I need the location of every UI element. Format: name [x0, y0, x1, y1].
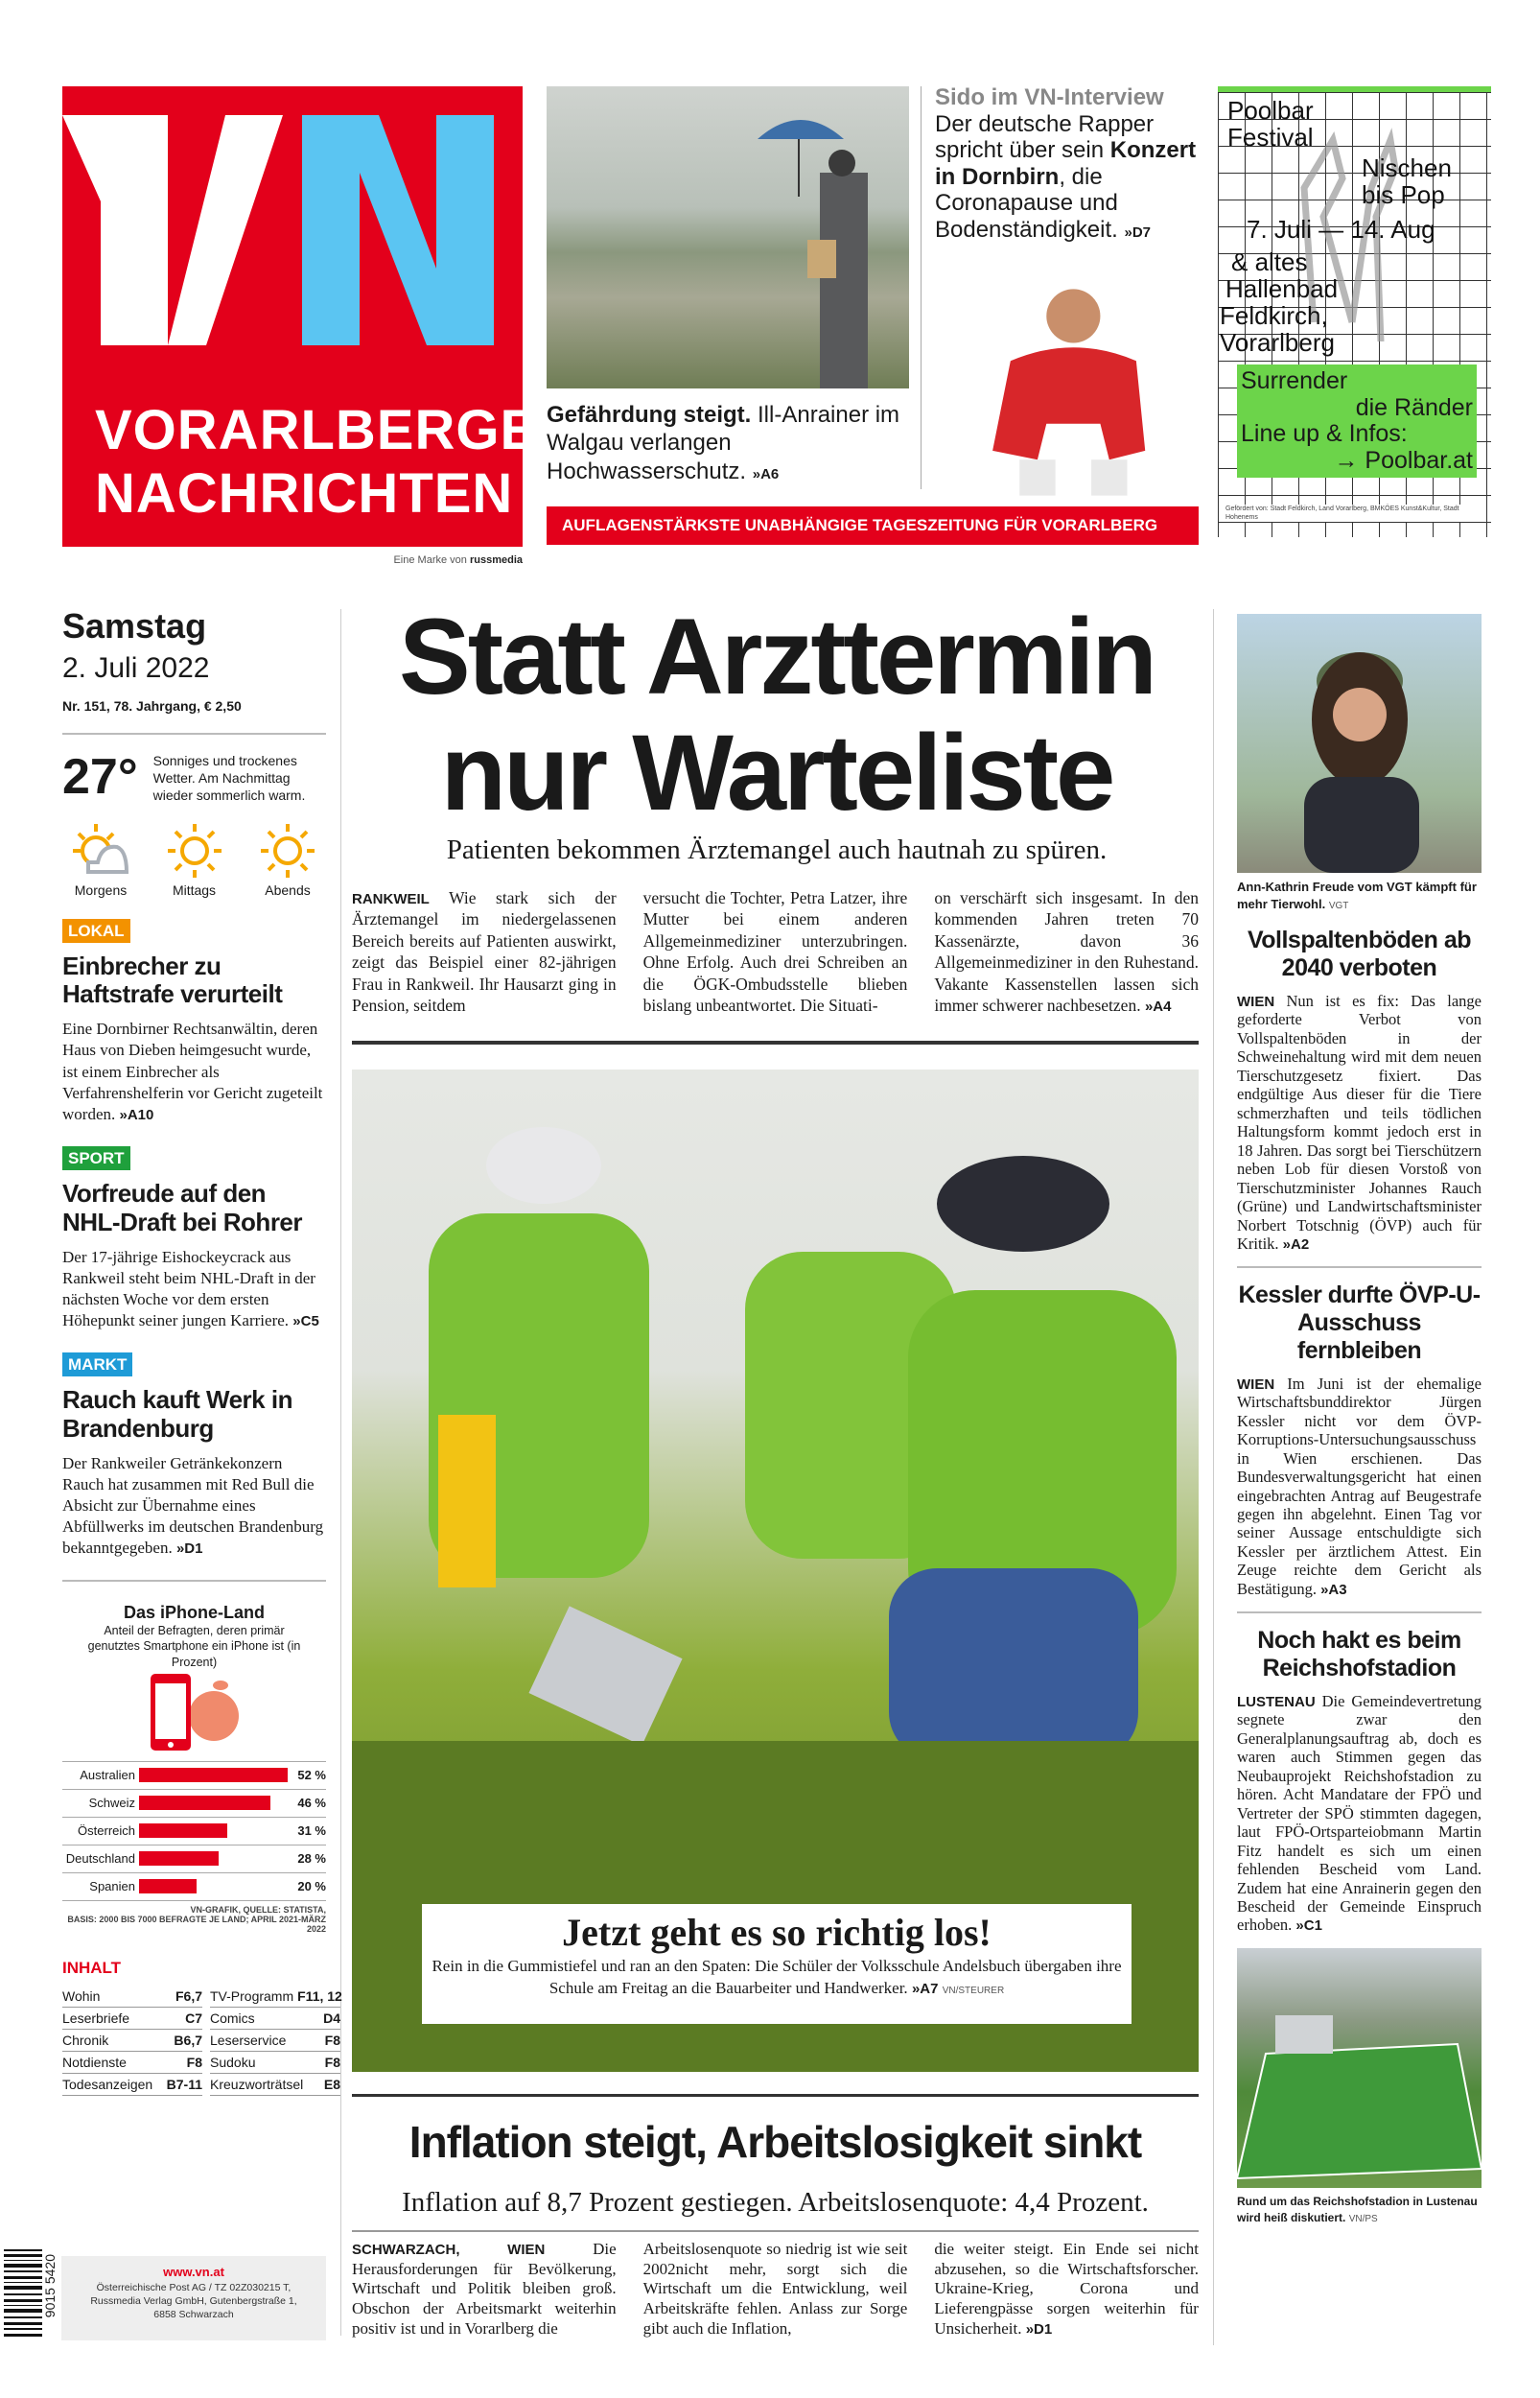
story-dateline: WIEN: [1237, 993, 1275, 1010]
index-page: E8: [323, 2076, 340, 2092]
index-label: Notdienste: [62, 2054, 127, 2070]
inflation-col1: Die Herausforderungen für Bevölkerung, Wirtschaft und Politik bleiben groß. Obschon der Arbeitsmarkt weiterhin positiv ist und in Vorarlberg die: [352, 2240, 617, 2338]
chart-bar: [139, 1879, 197, 1893]
left-column: [62, 606, 342, 2096]
poster-line3: Nischen: [1362, 153, 1452, 182]
teaser-lokal[interactable]: [62, 919, 326, 1146]
index-page: C7: [185, 2010, 202, 2026]
poster-venue3: Feldkirch,: [1220, 301, 1328, 330]
story-headline: Noch hakt es beim Reichshofstadion: [1257, 1627, 1461, 1682]
index-label: Leserservice: [210, 2032, 287, 2048]
sido-bold: Konzert in Dornbirn: [935, 137, 1197, 190]
teaser-markt[interactable]: [62, 1352, 326, 1580]
right-column: [1237, 614, 1482, 2226]
index-item[interactable]: [62, 2008, 202, 2030]
lead-dateline: RANKWEIL: [352, 891, 430, 907]
index-page: D4: [323, 2010, 340, 2026]
stadium-caption: [1237, 2194, 1482, 2226]
lead-col1: Wie stark sich der Ärztemangel im niedergelassenen Bereich bereits auf Patienten auswirkt, zeigt das Beispiel einer 82-jährigen Frau in Rankweil. Ihr Hausarzt ging in Pension, seitdem: [352, 888, 617, 1015]
index-label: Leserbriefe: [62, 2010, 130, 2026]
index-page: F8: [324, 2054, 340, 2070]
column-divider: [1213, 609, 1214, 2345]
period-label: Mittags: [172, 882, 217, 898]
chart-bar-track: [139, 1879, 288, 1893]
chart-value-label: 28 %: [297, 1851, 326, 1867]
story-reichshofstadion[interactable]: [1237, 1613, 1482, 1948]
sido-teaser[interactable]: [935, 84, 1203, 244]
poster-green-box: [1237, 364, 1477, 478]
teaser-text: Eine Dornbirner Rechtsanwältin, deren Haus von Dieben heimgesucht wurde, ist einem Einbrecher als Verfahrenshelferin vor Gericht zugeteilt worden.: [62, 1020, 323, 1123]
period-label: Morgens: [74, 882, 128, 898]
poster-green3: Line up & Infos:: [1241, 420, 1408, 447]
index-label: Kreuzworträtsel: [210, 2076, 304, 2092]
chart-title: Das iPhone-Land: [123, 1603, 265, 1623]
index-label: Todesanzeigen: [62, 2076, 153, 2092]
poster-sponsors: Gefördert von: Stadt Feldkirch, Land Vorarlberg, BMKÖES Kunst&Kultur, Stadt Hohenems: [1225, 505, 1484, 522]
chart-subtitle: Anteil der Befragten, deren primär genutztes Smartphone ein iPhone ist (in Prozent): [87, 1624, 301, 1669]
divider: [352, 2230, 1199, 2232]
index-page: B6,7: [174, 2032, 202, 2048]
issue-info: Nr. 151, 78. Jahrgang, € 2,50: [62, 698, 242, 714]
sun-icon: [254, 822, 321, 880]
chart-row: [62, 1790, 326, 1818]
lead-body: [352, 887, 1199, 1016]
poster-line4: bis Pop: [1362, 180, 1445, 209]
inflation-col2: Arbeitslosenquote so niedrig ist wie seit 2002nicht mehr, sorgt sich die Wirtschaft um die Entwicklung, weil Arbeitskräfte fehlen. Anlass zur Sorge gibt auch die Inflation,: [642, 2240, 908, 2338]
story-headline: Kessler durfte ÖVP-U-Ausschuss fernbleiben: [1238, 1281, 1481, 1364]
photo-credit: VN/STEURER: [942, 1985, 1005, 1996]
inflation-col3: die weiter steigt. Ein Ende sei nicht abzusehen, so die Wirtschaftsforscher. Ukraine-Krieg, Corona und Lieferengpässe sorgen weiterhin für Unsicherheit.: [934, 2240, 1199, 2338]
chart-value-label: 46 %: [297, 1796, 326, 1811]
inflation-ref: »D1: [1025, 2320, 1053, 2338]
index-label: Sudoku: [210, 2054, 256, 2070]
story-text: Nun ist es fix: Das lange geforderte Verbot von Vollspaltenböden in der Schweinehaltung wird mit dem neuen Tierschutzgesetz fixiert. Das endgültige Aus dieser für die Tiere schmerzhaften und teils tödlichen Haltungsform kommt jedoch erst in 18 Jahren. Das sorgt bei Tierschützern neben Lob für diesen Vorstoß von Tierschutzminister Johannes Rauch (Grüne) und Landwirtschaftsminister Norbert Totschnig (ÖVP) auch für Kritik.: [1237, 991, 1482, 1253]
index-label: Chronik: [62, 2032, 109, 2048]
story-ref: »A3: [1320, 1581, 1347, 1598]
chart-row: [62, 1846, 326, 1873]
sun-icon: [161, 822, 228, 880]
imprint-line: Russmedia Verlag GmbH, Gutenbergstraße 1,: [90, 2294, 297, 2307]
teaser-text: Der Rankweiler Getränkekonzern Rauch hat zusammen mit Red Bull die Absicht zur Übernahme eines Abfüllwerks im deutschen Brandenburg bekanntgegeben.: [62, 1453, 324, 1558]
chart-category: Spanien: [89, 1879, 135, 1894]
chart-row: [62, 1818, 326, 1846]
teaser-headline: Einbrecher zu Haftstrafe verurteilt: [62, 951, 283, 1009]
divider: [921, 86, 922, 489]
brand-prefix: Eine Marke von: [393, 554, 467, 566]
iphone-apple-icon: [62, 1670, 326, 1756]
story-kessler[interactable]: [1237, 1268, 1482, 1613]
index-item[interactable]: [210, 1986, 340, 2008]
inflation-subtitle: Inflation auf 8,7 Prozent gestiegen. Arbeitslosenquote: 4,4 Prozent.: [402, 2187, 1149, 2218]
chart-category: Schweiz: [88, 1796, 135, 1811]
website-link[interactable]: www.vn.at: [163, 2265, 224, 2279]
poster-green4: → Poolbar.at: [1334, 446, 1473, 474]
index-item[interactable]: [62, 2030, 202, 2052]
sido-kicker: Sido im VN-Interview: [935, 84, 1164, 110]
teaser-headline: Vorfreude auf den NHL-Draft bei Rohrer: [62, 1178, 303, 1236]
imprint: [61, 2256, 326, 2340]
poster-green1: Surrender: [1241, 367, 1348, 394]
weekday: Samstag: [62, 606, 207, 646]
chart-bar-track: [139, 1768, 288, 1782]
masthead-name-line1: VORARLBERGER: [95, 399, 580, 461]
brand-note: [340, 554, 523, 566]
flood-ref: »A6: [752, 465, 780, 482]
divider: [352, 2094, 1199, 2097]
vgt-photo[interactable]: [1237, 614, 1482, 873]
lead-headline[interactable]: [355, 597, 1199, 833]
chart-bar: [139, 1823, 227, 1838]
flood-teaser[interactable]: [547, 401, 909, 485]
lead-headline-line2: nur Warteliste: [440, 712, 1113, 833]
column-divider: [340, 609, 341, 2336]
chart-bar: [139, 1796, 270, 1810]
lead-headline-line1: Statt Arzttermin: [399, 597, 1155, 717]
story-ref: »C1: [1295, 1917, 1322, 1935]
index-title: INHALT: [62, 1958, 122, 1977]
index: [62, 1959, 340, 2096]
umbrella-woman-icon: [547, 86, 909, 388]
stadium-caption-text: Rund um das Reichshofstadion in Lustenau wird heiß diskutiert.: [1237, 2194, 1478, 2224]
poster-venue2: Hallenbad: [1225, 274, 1339, 303]
chart-value-label: 31 %: [297, 1823, 326, 1839]
sido-text1: Der deutsche Rapper spricht über sein: [935, 110, 1155, 164]
chart-bar: [139, 1851, 219, 1866]
woman-portrait: [1237, 614, 1482, 873]
section-tag: MARKT: [62, 1352, 132, 1376]
photo-headline: Jetzt geht es so richtig los!: [562, 1911, 992, 1954]
poster-green2: die Ränder: [1355, 393, 1473, 421]
teaser-sport[interactable]: [62, 1146, 326, 1352]
teaser-ref: »C5: [292, 1312, 319, 1329]
chart-bar-track: [139, 1851, 288, 1866]
weather-text: Sonniges und trockenes Wetter. Am Nachmittag wieder sommerlich warm.: [152, 753, 306, 804]
masthead-name: [95, 399, 580, 529]
chart-value-label: 52 %: [297, 1768, 326, 1783]
story-headline: Vollspaltenböden ab 2040 verboten: [1247, 927, 1472, 982]
teaser-ref: »D1: [175, 1540, 203, 1558]
inflation-dateline: SCHWARZACH, WIEN: [352, 2242, 546, 2258]
weather: [62, 749, 326, 805]
chart-row: [62, 1873, 326, 1901]
stadium-aerial: [1237, 1948, 1482, 2188]
inflation-headline-box[interactable]: [352, 2116, 1199, 2169]
sido-text2: , die Coronapause und Bodenständigkeit.: [935, 163, 1118, 243]
photo-text: Rein in die Gummistiefel und ran an den Spaten: Die Schüler der Volksschule Andelsbuch übergaben ihre Schule am Freitag an die Bauarbeiter und Handwerker.: [432, 1957, 1122, 1997]
weather-noon: [156, 822, 233, 898]
index-page: F8: [324, 2032, 340, 2048]
brand-name: russmedia: [469, 554, 523, 566]
chart-row: [62, 1762, 326, 1790]
chart-value-label: 20 %: [297, 1879, 326, 1894]
index-item[interactable]: [62, 2074, 202, 2096]
poolbar-ad[interactable]: [1218, 86, 1491, 537]
index-item[interactable]: [210, 2030, 340, 2052]
issue-date: 2. Juli 2022: [62, 652, 210, 684]
iphone-chart: [62, 1603, 326, 1934]
poster-line2: Festival: [1227, 123, 1314, 152]
date-box: [62, 606, 326, 898]
tagline-banner: AUFLAGENSTÄRKSTE UNABHÄNGIGE TAGESZEITUNG FÜR VORARLBERG: [547, 506, 1199, 545]
imprint-line: 6858 Schwarzach: [153, 2308, 234, 2320]
period-label: Abends: [265, 882, 311, 898]
inflation-headline: Inflation steigt, Arbeitslosigkeit sinkt: [408, 2117, 1142, 2167]
story-text: Im Juni ist der ehemalige Wirtschaftsbunddirektor Jürgen Kessler nicht vor dem ÖVP-Korruptions-Untersuchungsausschuss in Wien erschienen. Das Bundesverwaltungsgericht hat einen eingebrachten Antrag auf Beugestrafe gegen ihn abgelehnt. Einen Tag vor seiner Aussage entschuldigte sich Kessler per ärztlichem Attest. Ein Zeuge reichte dem Gericht als Bestätigung.: [1237, 1374, 1482, 1598]
index-page: F11, 12: [297, 1987, 342, 2004]
poster-dates: 7. Juli — 14. Aug: [1247, 215, 1435, 244]
section-tag: SPORT: [62, 1146, 130, 1170]
index-item[interactable]: [62, 1986, 202, 2008]
lead-col3: on verschärft sich insgesamt. In den kommenden Jahren treten 70 Kassenärzte, davon 36 Allgemeinmediziner in den Ruhestand. Vakante Kassenstellen lassen sich immer schwerer nachbesetzen.: [934, 888, 1199, 1015]
vn-logo[interactable]: [62, 86, 580, 547]
lead-ref: »A4: [1144, 998, 1172, 1015]
chart-source: VN-GRAFIK, QUELLE: STATISTA,: [190, 1904, 326, 1915]
sido-photo: [949, 280, 1179, 505]
teaser-text: Der 17-jährige Eishockeycrack aus Rankweil steht beim NHL-Draft in der nächsten Woche vor dem ersten Höhepunkt seiner jungen Karriere.: [62, 1247, 315, 1329]
teaser-ref: »A10: [119, 1106, 154, 1123]
sido-ref: »D7: [1124, 223, 1152, 241]
lead-col2: versucht die Tochter, Petra Latzer, ihre Mutter bei einem anderen Allgemeinmediziner unterzubringen. Ohne Erfolg. Auch drei Schreiben an die ÖGK-Ombudsstelle blieben bislang unbeantwortet. Die Situati-: [642, 888, 908, 1015]
divider: [62, 1580, 326, 1582]
divider: [352, 1041, 1199, 1045]
index-page: F6,7: [175, 1987, 202, 2004]
vgt-caption: [1237, 879, 1482, 913]
lead-subtitle: Patienten bekommen Ärztemangel auch hautnah zu spüren.: [446, 835, 1108, 865]
story-dateline: LUSTENAU: [1237, 1693, 1316, 1710]
index-item[interactable]: [210, 2008, 340, 2030]
index-label: Comics: [210, 2010, 255, 2026]
chart-bar: [139, 1768, 288, 1782]
index-item[interactable]: [62, 2052, 202, 2074]
poster-venue1: & altes: [1231, 247, 1308, 276]
story-text: Die Gemeindevertretung segnete zwar den Generalplanungsauftrag ab, doch es waren auch Stimmen gegen das Neubauprojekt Reichshofstadion zu hören. Acht Mandatare der FPÖ und Vertreter der SPÖ stimmten dagegen, laut FPÖ-Ortsparteiobmann Martin Fitz handelt es sich um einen fehlenden Bescheid vom Land. Zudem hat eine Anrainerin gegen den Bescheid der Gemeinde Einspruch erhoben.: [1237, 1691, 1482, 1935]
story-vollspalten[interactable]: [1237, 913, 1482, 1268]
chart-category: Österreich: [78, 1823, 135, 1839]
story-dateline: WIEN: [1237, 1375, 1275, 1393]
divider: [62, 733, 326, 735]
stadium-credit: VN/PS: [1348, 2213, 1378, 2224]
weather-morning: [62, 822, 139, 898]
stadium-photo[interactable]: [1237, 1948, 1482, 2188]
temperature: 27°: [62, 749, 138, 805]
flood-photo[interactable]: [547, 86, 909, 388]
sun-cloud-icon: [67, 822, 134, 880]
masthead-name-line2: NACHRICHTEN: [95, 462, 514, 525]
index-page: F8: [186, 2054, 202, 2070]
index-item[interactable]: [210, 2052, 340, 2074]
vgt-caption-text: Ann-Kathrin Freude vom VGT kämpft für mehr Tierwohl.: [1237, 880, 1477, 912]
chart-category: Deutschland: [65, 1851, 135, 1867]
story-ref: »A2: [1282, 1235, 1310, 1253]
poster-line1: Poolbar: [1227, 96, 1314, 125]
chart-bar-track: [139, 1796, 288, 1810]
poster-venue4: Vorarlberg: [1220, 328, 1335, 357]
chart-basis: BASIS: 2000 BIS 7000 BEFRAGTE JE LAND; APRIL 2021-MÄRZ 2022: [67, 1914, 326, 1934]
teaser-headline: Rauch kauft Werk in Brandenburg: [62, 1384, 292, 1443]
index-item[interactable]: [210, 2074, 340, 2096]
index-label: TV-Programm: [210, 1987, 294, 2004]
chart-bar-track: [139, 1823, 288, 1838]
index-label: Wohin: [62, 1987, 101, 2004]
vgt-credit: VGT: [1328, 901, 1349, 912]
inflation-body: [352, 2240, 1199, 2339]
imprint-line: Österreichische Post AG / TZ 02Z030215 T,: [96, 2281, 292, 2293]
photo-ref: »A7: [911, 1980, 939, 1997]
chart-category: Australien: [80, 1768, 135, 1783]
flood-text: Ill-Anrainer im Walgau verlangen Hochwasserschutz.: [547, 402, 900, 484]
barcode-number: 9015 5420: [42, 2254, 58, 2318]
photo-caption-box[interactable]: [422, 1904, 1132, 2024]
index-page: B7-11: [166, 2076, 202, 2092]
weather-evening: [249, 822, 326, 898]
flood-headline: Gefährdung steigt.: [547, 402, 752, 428]
section-tag: LOKAL: [62, 919, 130, 943]
